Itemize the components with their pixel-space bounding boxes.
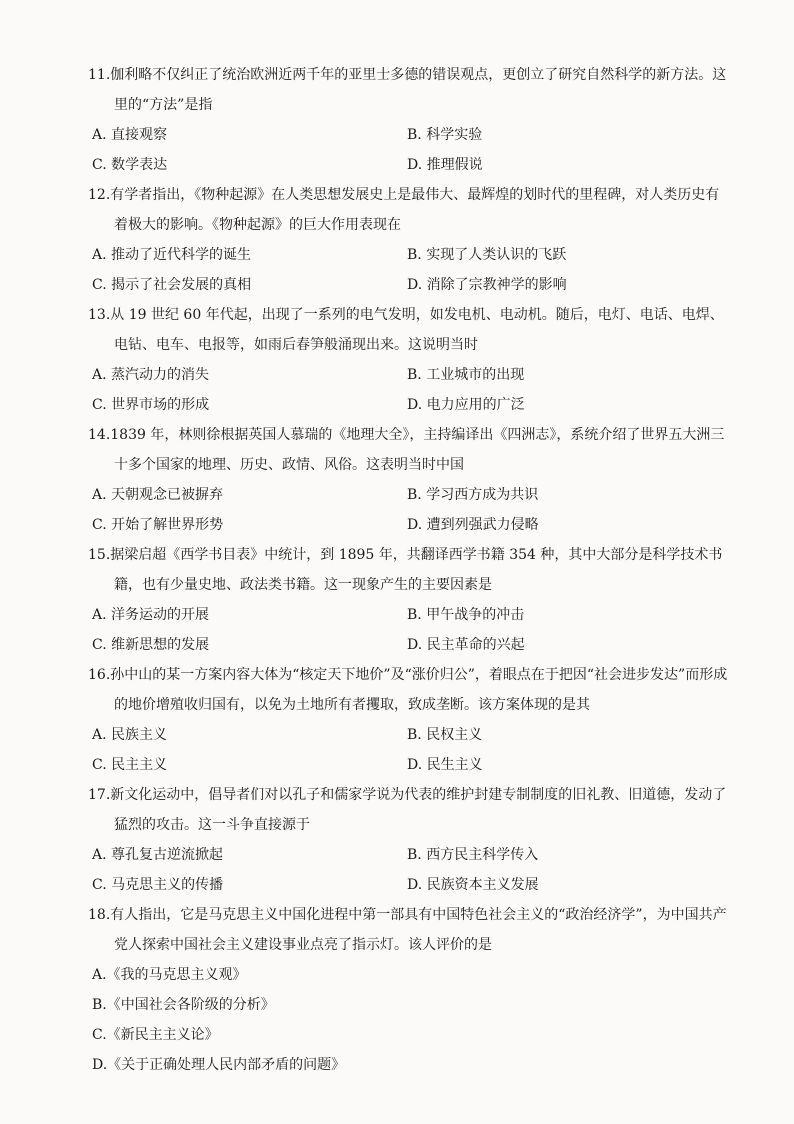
question-stem: 14.1839 年，林则徐根据英国人慕瑞的《地理大全》，主持编译出《四洲志》，系统介绍了世界五大洲三十多个国家的地理、历史、政情、风俗。这表明当时中国 [88,427,725,473]
option-d: D. 民生主义 [407,757,483,773]
option-b: B. 民权主义 [407,727,483,743]
option-a: A. 洋务运动的开展 [92,607,210,623]
option-c: C. 开始了解世界形势 [92,517,224,533]
option-d: D. 消除了宗教神学的影响 [407,277,567,293]
option-list [88,240,728,300]
question-13 [88,300,728,420]
question-stem: 11.伽利略不仅纠正了统治欧洲近两千年的亚里士多德的错误观点，更创立了研究自然科学的新方法。这里的“方法”是指 [88,67,727,113]
option-d: D. 民主革命的兴起 [407,637,525,653]
question-list [88,60,728,1080]
option-c: C. 世界市场的形成 [92,397,210,413]
option-a: A. 推动了近代科学的诞生 [92,247,252,263]
option-list [88,360,728,420]
option-b: B. 工业城市的出现 [407,367,525,383]
question-16 [88,660,728,780]
option-c: C. 揭示了社会发展的真相 [92,277,252,293]
option-b: B. 科学实验 [407,127,483,143]
question-stem: 17.新文化运动中，倡导者们对以孔子和儒家学说为代表的维护封建专制制度的旧礼教、旧道德，发动了猛烈的攻击。这一斗争直接源于 [88,787,727,833]
option-b: B. 学习西方成为共识 [407,487,539,503]
option-d: D. 民族资本主义发展 [407,877,539,893]
option-a: A. 民族主义 [92,727,168,743]
option-list [88,720,728,780]
question-15 [88,540,728,660]
option-c: C. 维新思想的发展 [92,637,210,653]
question-17 [88,780,728,900]
question-11 [88,60,728,180]
option-a: A.《我的马克思主义观》 [92,967,247,983]
option-c: C. 民主主义 [92,757,168,773]
question-stem: 16.孙中山的某一方案内容大体为“核定天下地价”及“涨价归公”，着眼点在于把因“社会进步发达”而形成的地价增殖收归国有，以免为土地所有者攫取，致成垄断。该方案体现的是其 [88,667,728,713]
option-a: A. 直接观察 [92,127,168,143]
option-b: B.《中国社会各阶级的分析》 [92,997,275,1013]
option-d: D. 推理假说 [407,157,483,173]
option-a: A. 蒸汽动力的消失 [92,367,210,383]
question-stem: 15.据梁启超《西学书目表》中统计，到 1895 年，共翻译西学书籍 354 种，其中大部分是科学技术书籍，也有少量史地、政法类书籍。这一现象产生的主要因素是 [88,547,723,593]
question-12 [88,180,728,300]
option-list [88,600,728,660]
option-d: D. 遭到列强武力侵略 [407,517,539,533]
question-stem: 13.从 19 世纪 60 年代起，出现了一系列的电气发明，如发电机、电动机。随后，电灯、电话、电焊、电钻、电车、电报等，如雨后春笋般涌现出来。这说明当时 [88,307,724,353]
option-list [88,480,728,540]
option-b: B. 实现了人类认识的飞跃 [407,247,567,263]
option-list [88,120,728,180]
option-b: B. 西方民主科学传入 [407,847,539,863]
option-list [88,960,728,1080]
option-a: A. 天朝观念已被摒弃 [92,487,224,503]
option-c: C. 数学表达 [92,157,168,173]
question-stem: 18.有人指出，它是马克思主义中国化进程中第一部具有中国特色社会主义的“政治经济学”，为中国共产党人探索中国社会主义建设事业点亮了指示灯。该人评价的是 [88,907,727,953]
option-b: B. 甲午战争的冲击 [407,607,525,623]
option-d: D.《关于正确处理人民内部矛盾的问题》 [92,1057,346,1073]
option-c: C.《新民主主义论》 [92,1027,219,1043]
question-14 [88,420,728,540]
option-c: C. 马克思主义的传播 [92,877,224,893]
option-list [88,840,728,900]
question-18 [88,900,728,1080]
question-stem: 12.有学者指出，《物种起源》在人类思想发展史上是最伟大、最辉煌的划时代的里程碑，对人类历史有着极大的影响。《物种起源》的巨大作用表现在 [88,187,720,233]
option-d: D. 电力应用的广泛 [407,397,525,413]
option-a: A. 尊孔复古逆流掀起 [92,847,224,863]
